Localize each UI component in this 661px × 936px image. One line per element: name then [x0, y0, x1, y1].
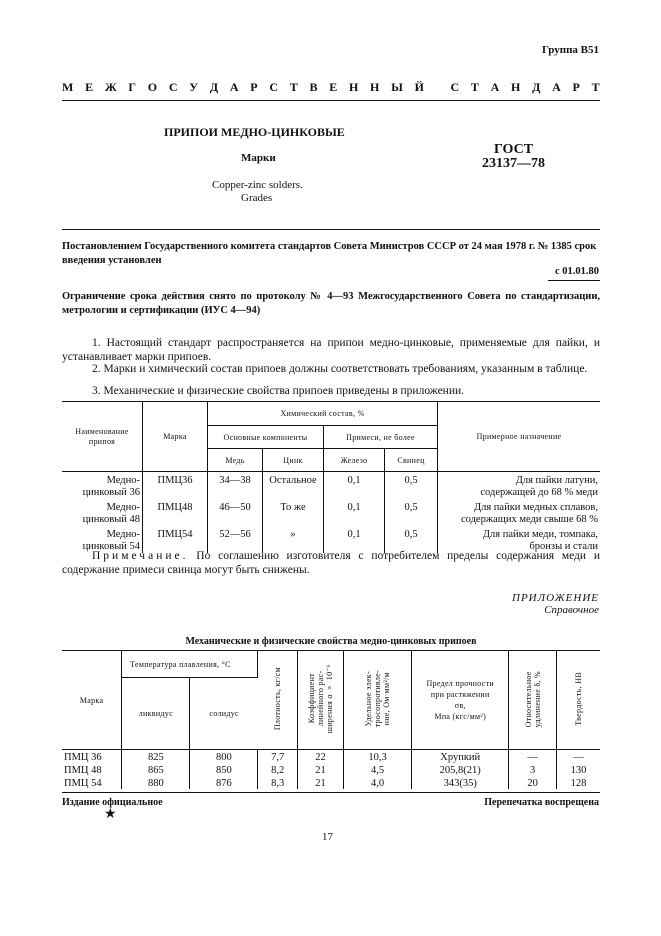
- th-expansion: Коэффициент линейного рас- ширения α × 10⁻⁶: [307, 664, 334, 734]
- page-number: 17: [322, 831, 333, 843]
- cell-density: 8,3: [258, 776, 298, 789]
- banner-letter: А: [490, 80, 500, 94]
- cell-name: Медно-: [106, 502, 140, 513]
- cell-purpose: Для пайки латуни,: [515, 475, 598, 486]
- cell-strength: Хрупкий: [412, 750, 509, 764]
- th-melting: Температура плавления, °С: [122, 651, 258, 678]
- th-density: Плотность, кг/см: [273, 667, 283, 731]
- decree-text: Постановлением Государственного комитета стандартов Совета Министров СССР от 24 мая 1978 г. № 1385 срок введения установлен: [62, 241, 597, 266]
- cell-liquidus: 880: [122, 776, 190, 789]
- cell-hardness: 128: [570, 778, 587, 789]
- paragraph-1: 1. Настоящий стандарт распространяется на припои медно-цинковые, применяемые для пайки, и устанавливает марки припоев.: [62, 337, 600, 363]
- group-code: Группа В51: [541, 44, 599, 56]
- banner-letter: Ы: [391, 80, 403, 94]
- gost-number: 23137—78: [482, 156, 545, 171]
- banner-letter: Т: [591, 80, 600, 94]
- cell-purpose: содержащих меди свыше 68 %: [460, 514, 598, 525]
- standard-banner: [62, 80, 600, 95]
- footer-rule: [62, 792, 600, 793]
- cell-copper: 46—50: [208, 499, 263, 526]
- th-solidus: солидус: [190, 678, 258, 750]
- banner-letter: С: [168, 80, 178, 94]
- appendix-kind: Справочное: [544, 604, 599, 616]
- cell-strength: 343(35): [412, 776, 509, 789]
- banner-letter: С: [450, 80, 460, 94]
- th-main-components: Основные компоненты: [208, 426, 324, 449]
- cell-purpose: содержащей до 68 % меди: [480, 487, 598, 498]
- th-purpose: Примерное назначение: [438, 402, 601, 472]
- banner-letter: Д: [209, 80, 219, 94]
- table-note: [62, 549, 600, 577]
- th-name: Наименование припоя: [62, 402, 143, 472]
- cell-zinc: »: [263, 526, 324, 553]
- cell-copper: 52—56: [208, 526, 263, 553]
- cell-solidus: 800: [190, 750, 258, 764]
- cell-resistivity: 4,5: [343, 763, 411, 776]
- banner-letter: М: [62, 80, 74, 94]
- cell-solidus: 850: [190, 763, 258, 776]
- banner-letter: А: [229, 80, 239, 94]
- cell-elongation: 20: [509, 776, 557, 789]
- banner-letter: Н: [511, 80, 521, 94]
- cell-purpose: бронзы и стали: [529, 541, 598, 552]
- banner-letter: Г: [128, 80, 137, 94]
- cell-hardness: 130: [570, 765, 587, 776]
- cell-copper: 34—38: [208, 472, 263, 500]
- th-grade: Марка: [62, 651, 122, 750]
- banner-letter: Д: [532, 80, 541, 94]
- th-strength: Предел прочности при растяжении σв, Мпа (кгс/мм²): [412, 651, 509, 750]
- cell-expansion: 21: [298, 776, 344, 789]
- cell-expansion: 21: [298, 763, 344, 776]
- official-edition: Издание официальное: [62, 797, 163, 808]
- banner-letter: У: [189, 80, 199, 94]
- cell-elongation: 3: [509, 763, 557, 776]
- paragraph-3: 3. Механические и физические свойства припоев приведены в приложении.: [92, 385, 465, 397]
- th-liquidus: ликвидус: [122, 678, 190, 750]
- cell-resistivity: 10,3: [343, 750, 411, 764]
- document-title: ПРИПОИ МЕДНО-ЦИНКОВЫЕ: [164, 125, 345, 139]
- banner-letter: В: [309, 80, 318, 94]
- table-row: [62, 499, 600, 526]
- cell-lead: 0,5: [385, 472, 438, 500]
- cell-purpose: Для пайки медных сплавов,: [473, 502, 598, 513]
- restriction-text: Ограничение срока действия снято по протоколу № 4—93 Межгосударственного Совета по стандартизации, метрологии и сертификации (ИУС 4—94): [62, 291, 600, 316]
- properties-table: [62, 650, 600, 789]
- banner-letter: [436, 80, 439, 95]
- th-iron: Железо: [324, 449, 385, 472]
- cell-zinc: То же: [263, 499, 324, 526]
- th-lead: Свинец: [385, 449, 438, 472]
- cell-iron: 0,1: [324, 499, 385, 526]
- cell-hardness: —: [573, 752, 584, 763]
- cell-density: 8,2: [258, 763, 298, 776]
- star-icon: ★: [104, 807, 117, 822]
- cell-iron: 0,1: [324, 526, 385, 553]
- cell-density: 7,7: [258, 750, 298, 764]
- appendix-title: Механические и физические свойства медно-цинковых припоев: [185, 636, 477, 647]
- banner-letter: Т: [289, 80, 298, 94]
- th-resistivity: Удельное элек- тросопротивле- ние, Ом·мм²/м: [364, 670, 392, 728]
- cell-expansion: 22: [298, 750, 344, 764]
- banner-letter: Е: [329, 80, 338, 94]
- banner-letter: Н: [370, 80, 380, 94]
- cell-name: цинковый 54: [82, 541, 140, 552]
- cell-name: цинковый 36: [82, 487, 140, 498]
- appendix-label: ПРИЛОЖЕНИЕ: [512, 592, 599, 604]
- date-underline: [548, 280, 600, 281]
- cell-grade: ПМЦ 48: [62, 763, 122, 776]
- cell-strength: 205,8(21): [412, 763, 509, 776]
- cell-grade: ПМЦ54: [143, 526, 208, 553]
- document-subtitle: Марки: [241, 152, 276, 164]
- note-text: По соглашению изготовителя с потребителем пределы содержания меди и содержание примеси свинца могут быть снижены.: [62, 550, 600, 576]
- cell-purpose: Для пайки меди, томпака,: [482, 529, 598, 540]
- cell-name: цинковый 48: [82, 514, 140, 525]
- banner-letter: Р: [572, 80, 580, 94]
- th-copper: Медь: [208, 449, 263, 472]
- th-elongation: Относительное удлинение δ, %: [523, 670, 542, 728]
- table-row: [62, 472, 600, 500]
- note-label: Примечание.: [92, 550, 189, 562]
- cell-lead: 0,5: [385, 526, 438, 553]
- cell-name: Медно-: [106, 475, 140, 486]
- th-zinc: Цинк: [263, 449, 324, 472]
- appendix-heading: [512, 592, 599, 616]
- banner-letter: Н: [348, 80, 359, 94]
- banner-letter: Т: [470, 80, 479, 94]
- english-title-line2: Grades: [241, 192, 273, 204]
- introduction-date: с 01.01.80: [554, 266, 599, 277]
- cell-grade: ПМЦ 36: [62, 750, 122, 764]
- banner-letter: Й: [414, 80, 424, 94]
- table-row: [62, 763, 600, 776]
- th-hardness: Твердость, НВ: [574, 672, 584, 726]
- header-rule: [62, 100, 600, 101]
- cell-lead: 0,5: [385, 499, 438, 526]
- title-rule: [62, 229, 600, 230]
- table-row: [62, 750, 600, 764]
- english-title-line1: Copper-zinc solders.: [212, 179, 303, 191]
- cell-grade: ПМЦ36: [143, 472, 208, 500]
- gost-label: ГОСТ: [494, 142, 534, 157]
- cell-name: Медно-: [106, 529, 140, 540]
- cell-iron: 0,1: [324, 472, 385, 500]
- cell-solidus: 876: [190, 776, 258, 789]
- th-grade: Марка: [143, 402, 208, 472]
- composition-table: [62, 401, 600, 553]
- banner-letter: Е: [85, 80, 94, 94]
- banner-letter: Ж: [104, 80, 117, 94]
- banner-letter: С: [269, 80, 278, 94]
- th-chem: Химический состав, %: [208, 402, 438, 426]
- cell-elongation: —: [509, 750, 557, 764]
- cell-grade: ПМЦ 54: [62, 776, 122, 789]
- table-row: [62, 776, 600, 789]
- cell-grade: ПМЦ48: [143, 499, 208, 526]
- banner-letter: Р: [250, 80, 258, 94]
- banner-letter: О: [147, 80, 158, 94]
- cell-zinc: Остальное: [263, 472, 324, 500]
- cell-resistivity: 4,0: [343, 776, 411, 789]
- cell-liquidus: 865: [122, 763, 190, 776]
- reprint-forbidden: Перепечатка воспрещена: [484, 797, 599, 808]
- th-impurities: Примеси, не более: [324, 426, 438, 449]
- banner-letter: А: [552, 80, 561, 94]
- cell-liquidus: 825: [122, 750, 190, 764]
- paragraph-2: 2. Марки и химический состав припоев должны соответствовать требованиям, указанным в таблице.: [92, 363, 588, 375]
